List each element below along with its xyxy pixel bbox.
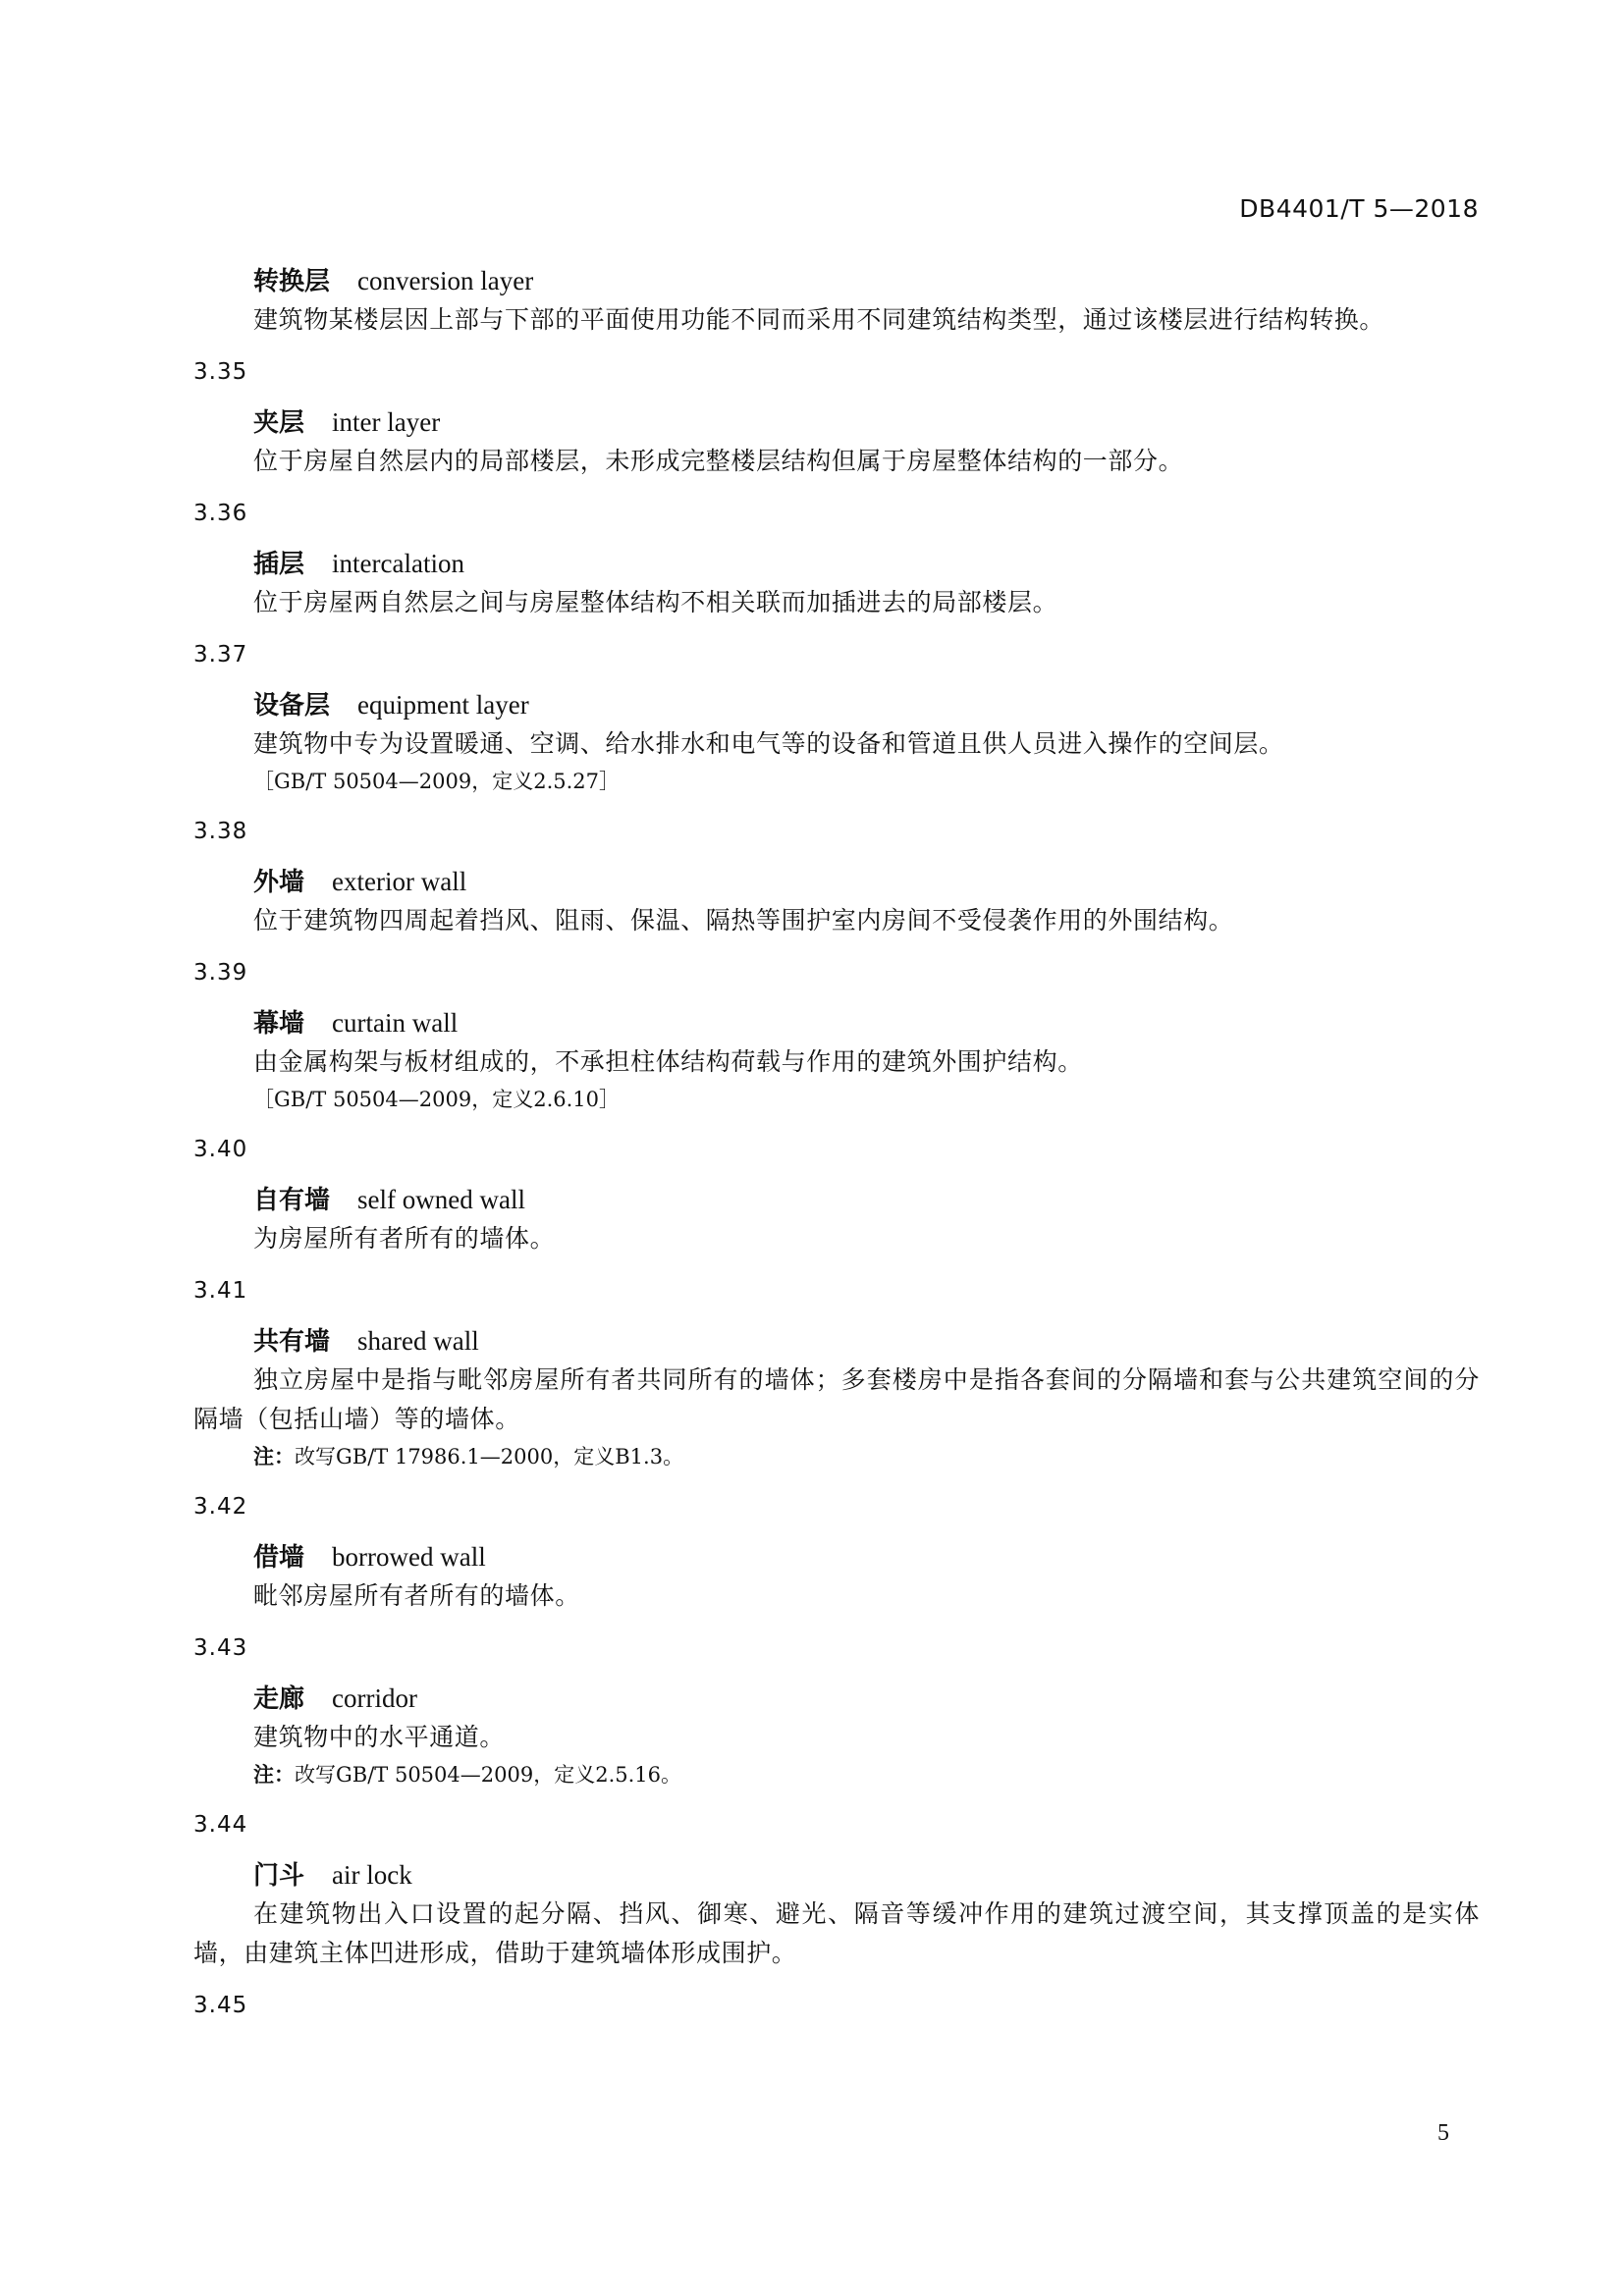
term-definition: 在建筑物出入口设置的起分隔、挡风、御寒、避光、隔音等缓冲作用的建筑过渡空间，其支撑顶盖的是实体墙，由建筑主体凹进形成，借助于建筑墙体形成围护。: [193, 1899, 1480, 1967]
term-definition: 位于房屋两自然层之间与房屋整体结构不相关联而加插进去的局部楼层。: [253, 588, 1058, 616]
source-reference: ［GB/T 50504—2009，定义2.6.10］: [253, 1088, 621, 1111]
term-english: equipment layer: [357, 690, 529, 720]
term-definition: 为房屋所有者所有的墙体。: [253, 1224, 556, 1253]
term-heading: [253, 685, 1480, 724]
term-entry-intercalation: [193, 544, 1480, 622]
definitions-section: [193, 261, 1480, 2036]
term-entry-conversion-layer: [193, 261, 1480, 340]
term-entry-equipment-layer: [193, 685, 1480, 799]
clause-number-3-38: 3.38: [193, 819, 248, 844]
term-definition: 位于建筑物四周起着挡风、阻雨、保温、隔热等围护室内房间不受侵袭作用的外围结构。: [253, 906, 1234, 934]
term-entry-shared-wall: [193, 1321, 1480, 1474]
term-chinese: 幕墙: [253, 1009, 305, 1039]
term-english: intercalation: [332, 549, 464, 578]
term-heading: [253, 1679, 1480, 1718]
term-chinese: 设备层: [253, 691, 331, 721]
term-note: [253, 1757, 1480, 1792]
term-chinese: 外墙: [253, 868, 305, 897]
term-chinese: 走廊: [253, 1684, 305, 1714]
term-definition: 建筑物中的水平通道。: [253, 1723, 506, 1751]
clause-number-3-42: 3.42: [193, 1494, 248, 1520]
term-definition: 建筑物某楼层因上部与下部的平面使用功能不同而采用不同建筑结构类型，通过该楼层进行结构转换。: [253, 305, 1385, 334]
term-heading: [253, 1537, 1480, 1576]
term-heading: [253, 1321, 1480, 1361]
term-definition: 由金属构架与板材组成的，不承担柱体结构荷载与作用的建筑外围护结构。: [253, 1047, 1083, 1076]
term-entry-self-owned-wall: [193, 1180, 1480, 1258]
term-english: borrowed wall: [332, 1542, 486, 1572]
term-english: inter layer: [332, 407, 441, 437]
clause-number-3-43: 3.43: [193, 1635, 248, 1661]
term-chinese: 借墙: [253, 1543, 305, 1573]
term-chinese: 转换层: [253, 267, 331, 296]
note-label: 注：: [253, 1763, 295, 1787]
term-heading: [253, 544, 1480, 583]
term-english: corridor: [332, 1683, 417, 1713]
term-english: conversion layer: [357, 266, 534, 295]
term-english: exterior wall: [332, 867, 467, 896]
term-definition: 建筑物中专为设置暖通、空调、给水排水和电气等的设备和管道且供人员进入操作的空间层。: [253, 729, 1284, 758]
term-heading: [253, 402, 1480, 442]
term-entry-exterior-wall: [193, 862, 1480, 940]
clause-number-3-44: 3.44: [193, 1812, 248, 1838]
term-chinese: 夹层: [253, 408, 305, 438]
note-text: 改写GB/T 50504—2009，定义2.5.16。: [295, 1763, 682, 1787]
term-english: self owned wall: [357, 1185, 525, 1214]
term-heading: [253, 1003, 1480, 1042]
term-chinese: 自有墙: [253, 1186, 331, 1215]
term-heading: [253, 1855, 1480, 1895]
term-entry-corridor: [193, 1679, 1480, 1792]
term-heading: [253, 1180, 1480, 1219]
term-entry-air-lock: [193, 1855, 1480, 1973]
term-english: air lock: [332, 1860, 412, 1890]
clause-number-3-37: 3.37: [193, 642, 248, 667]
clause-number-3-41: 3.41: [193, 1278, 248, 1304]
note-label: 注：: [253, 1445, 295, 1468]
term-english: shared wall: [357, 1326, 479, 1356]
term-definition: 位于房屋自然层内的局部楼层，未形成完整楼层结构但属于房屋整体结构的一部分。: [253, 447, 1184, 475]
term-entry-borrowed-wall: [193, 1537, 1480, 1616]
term-entry-curtain-wall: [193, 1003, 1480, 1117]
term-definition: 独立房屋中是指与毗邻房屋所有者共同所有的墙体；多套楼房中是指各套间的分隔墙和套与公共建筑空间的分隔墙（包括山墙）等的墙体。: [193, 1365, 1480, 1433]
term-english: curtain wall: [332, 1008, 459, 1038]
term-chinese: 门斗: [253, 1861, 305, 1891]
clause-number-3-40: 3.40: [193, 1137, 248, 1162]
term-definition: 毗邻房屋所有者所有的墙体。: [253, 1581, 580, 1610]
document-code: DB4401/T 5—2018: [1239, 194, 1479, 223]
clause-number-3-36: 3.36: [193, 501, 248, 526]
term-chinese: 共有墙: [253, 1327, 331, 1357]
clause-number-3-39: 3.39: [193, 960, 248, 986]
source-reference: ［GB/T 50504—2009，定义2.5.27］: [253, 770, 621, 793]
term-heading: [253, 261, 1480, 300]
clause-number-3-35: 3.35: [193, 359, 248, 385]
term-note: [253, 1439, 1480, 1474]
term-heading: [253, 862, 1480, 901]
term-chinese: 插层: [253, 550, 305, 579]
clause-number-3-45: 3.45: [193, 1993, 248, 2018]
note-text: 改写GB/T 17986.1—2000，定义B1.3。: [295, 1445, 684, 1468]
term-entry-inter-layer: [193, 402, 1480, 481]
page-number: 5: [1437, 2120, 1449, 2146]
